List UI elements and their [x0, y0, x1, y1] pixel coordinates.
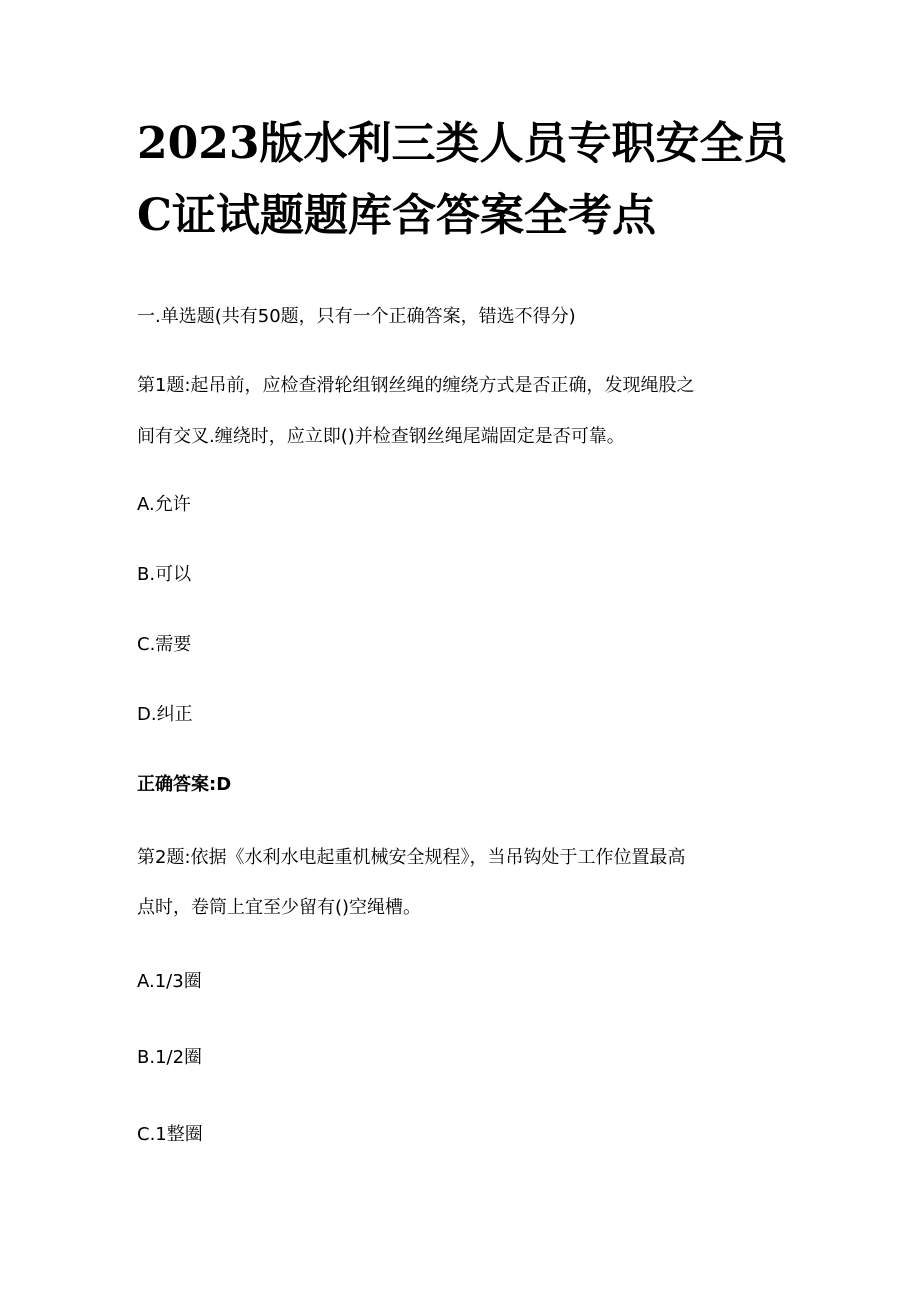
question-1-option-c: C.需要: [137, 634, 192, 655]
question-2-option-a: A.1/3圈: [137, 971, 202, 992]
document-title: [137, 108, 837, 252]
question-2-option-c: C.1整圈: [137, 1124, 203, 1145]
question-1-answer: 正确答案:D: [137, 774, 232, 795]
question-2-text-line-2: 点时，卷筒上宜至少留有()空绳槽。: [137, 897, 422, 918]
question-1-text-line-2: 间有交叉.缠绕时，应立即()并检查钢丝绳尾端固定是否可靠。: [137, 426, 625, 447]
question-1-text-line-1: 第1题:起吊前，应检查滑轮组钢丝绳的缠绕方式是否正确，发现绳股之: [137, 375, 695, 396]
question-1-option-d: D.纠正: [137, 704, 193, 725]
document-title-line-1: 2023版水利三类人员专职安全员: [137, 118, 788, 169]
question-2-option-b: B.1/2圈: [137, 1047, 203, 1068]
question-1-option-b: B.可以: [137, 564, 192, 585]
document-title-line-2: C证试题题库含答案全考点: [137, 190, 657, 241]
question-2-text-line-1: 第2题:依据《水利水电起重机械安全规程》，当吊钩处于工作位置最高: [137, 847, 686, 868]
section-heading: 一.单选题(共有50题，只有一个正确答案，错选不得分): [137, 306, 576, 327]
question-1-option-a: A.允许: [137, 494, 191, 515]
